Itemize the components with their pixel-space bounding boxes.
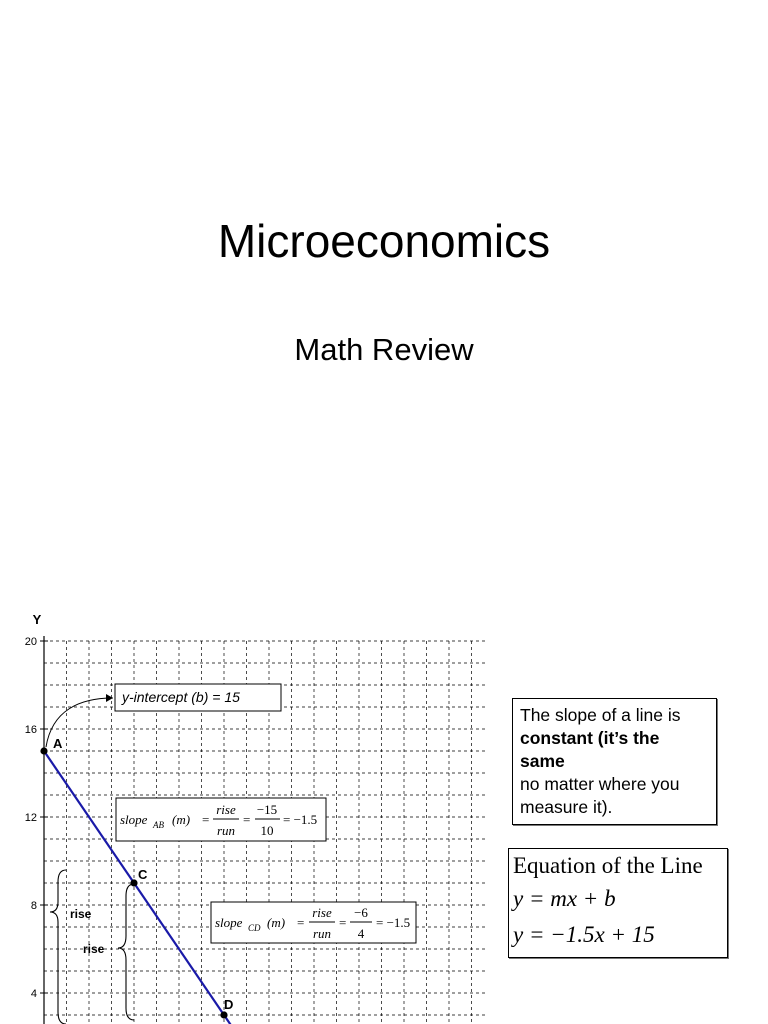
rise-label-1: rise <box>70 907 92 921</box>
slope-cd-result: = −1.5 <box>376 915 411 930</box>
slope-ab-sub: AB <box>153 820 164 830</box>
note-line: The slope of a line is <box>520 705 681 725</box>
slope-ab-num: rise <box>216 802 236 817</box>
intercept-label: y-intercept (b) = 15 <box>122 689 240 705</box>
slope-cd-sub: CD <box>248 923 261 933</box>
equation-general: y = mx + b <box>513 886 616 911</box>
slope-cd-eq: = <box>297 915 305 930</box>
equation-box <box>508 848 728 958</box>
slope-ab-den2: 10 <box>260 823 274 838</box>
point-d-label: D <box>224 997 234 1012</box>
note-line: no matter where you <box>520 774 680 794</box>
point-c-label: C <box>138 867 148 882</box>
slope-note-box <box>512 698 717 825</box>
slope-ab-prefix: slope <box>120 812 148 827</box>
arrow-head-icon <box>106 694 113 702</box>
slope-cd-eq2: = <box>339 915 347 930</box>
slide-subtitle: Math Review <box>294 332 474 367</box>
point-a <box>40 747 47 754</box>
point-d <box>220 1011 227 1018</box>
slope-cd-den2: 4 <box>357 926 365 941</box>
slope-cd-num: rise <box>312 905 332 920</box>
slide-title: Microeconomics <box>217 215 551 267</box>
slope-cd-num2: −6 <box>354 905 368 920</box>
slope-ab-m: (m) <box>172 812 191 827</box>
y-axis-label: Y <box>32 612 42 627</box>
line-graph <box>0 600 500 1024</box>
rise-brace-1 <box>50 870 66 1024</box>
note-bold-text: constant (it’s the same <box>520 728 660 771</box>
y-tick-label: 12 <box>24 812 37 824</box>
equation-heading: Equation of the Line <box>513 853 703 878</box>
point-c <box>130 879 137 886</box>
slope-ab-den: run <box>216 823 236 838</box>
slope-ab-num2: −15 <box>256 802 278 817</box>
point-a-label: A <box>53 736 63 751</box>
slope-ab-eq2: = <box>243 812 251 827</box>
y-tick-label: 20 <box>24 636 37 648</box>
slope-ab-eq: = <box>202 812 210 827</box>
slope-ab-result: = −1.5 <box>283 812 318 827</box>
slope-cd-prefix: slope <box>215 915 243 930</box>
rise-brace-2 <box>118 884 134 1020</box>
slope-cd-den: run <box>312 926 332 941</box>
y-tick-label: 4 <box>30 988 37 1000</box>
equation-specific: y = −1.5x + 15 <box>513 922 655 947</box>
y-tick-label: 16 <box>24 724 37 736</box>
slope-cd-m: (m) <box>267 915 286 930</box>
note-line: measure it). <box>520 797 613 817</box>
y-tick-label: 8 <box>30 900 37 912</box>
rise-label-2: rise <box>83 942 105 956</box>
